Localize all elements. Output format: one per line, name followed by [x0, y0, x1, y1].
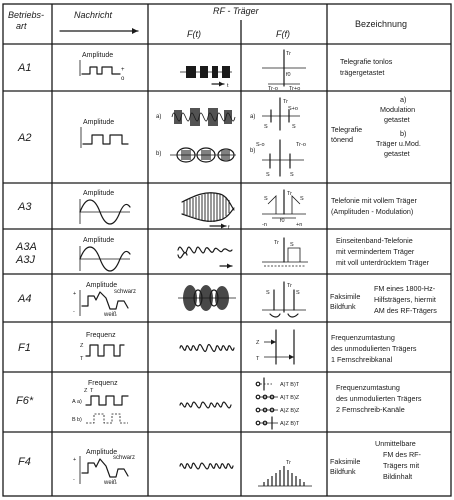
desc-a4-1: FM eines 1800-Hz-: [374, 284, 436, 293]
msg-label-f1: Frequenz: [86, 332, 116, 339]
desc-a3-2: (Amplituden - Modulation): [331, 207, 414, 216]
desc-a2-left-2: tönend: [331, 135, 353, 144]
svg-text:S: S: [290, 172, 294, 178]
desc-a4-2: Hilfsträgers, hiermit: [374, 295, 436, 304]
desc-f1-3: 1 Fernschreibkanal: [331, 355, 393, 364]
desc-a2-a-1: Modulation: [380, 105, 416, 114]
msg-sub-f4-white: weiß: [104, 480, 117, 486]
desc-a4-left-1: Faksimile: [330, 292, 361, 301]
desc-a2-b-mark: b): [400, 129, 407, 138]
svg-text:Tr: Tr: [287, 283, 292, 289]
desc-a2-b-2: getastet: [384, 149, 410, 158]
svg-text:A)T B)Z: A)T B)Z: [280, 395, 300, 401]
header-nachricht: Nachricht: [74, 10, 113, 20]
svg-text:Tr: Tr: [287, 191, 292, 197]
svg-text:S: S: [266, 172, 270, 178]
desc-f4-left-1: Faksimile: [330, 457, 361, 466]
svg-text:S: S: [266, 290, 270, 296]
msg-keying-a1: [80, 60, 125, 82]
svg-text:Tr-o: Tr-o: [296, 142, 306, 148]
code-f6: F6*: [16, 395, 34, 407]
ft-a1-keyed-carrier: [180, 66, 232, 89]
svg-text:Tr-o: Tr-o: [268, 86, 278, 92]
msg-label-f4: Amplitude: [86, 449, 118, 456]
svg-text:S: S: [264, 196, 268, 202]
ff-f4-spectrum: [258, 460, 312, 486]
svg-text:Tr: Tr: [274, 240, 279, 246]
svg-text:A: A: [72, 399, 76, 405]
ft-f4-fm: [180, 463, 233, 469]
svg-text:a): a): [77, 399, 82, 405]
code-f4: F4: [18, 456, 31, 468]
desc-a2-left-1: Telegrafie: [331, 125, 363, 134]
code-a4: A4: [18, 293, 32, 305]
desc-a4-left-2: Bildfunk: [330, 302, 356, 311]
code-a3a: A3A: [16, 241, 37, 253]
svg-text:b): b): [77, 417, 82, 423]
svg-text:Z: Z: [256, 340, 260, 346]
ff-a2-spectrum: [250, 98, 306, 178]
svg-text:S: S: [296, 290, 300, 296]
ff-f6-spectrum: [256, 378, 300, 429]
desc-a1-2: trägergetastet: [340, 68, 385, 77]
rf-time-column: [156, 66, 236, 469]
msg-label-a3: Amplitude: [83, 190, 115, 197]
rf-spectrum-column: [250, 50, 312, 486]
svg-text:A)Z B)T: A)Z B)T: [280, 421, 300, 427]
ft-a3a-ssb: [178, 247, 232, 268]
msg-sine-a3: [80, 199, 130, 224]
desc-f1-1: Frequenzumtastung: [331, 333, 395, 342]
svg-text:T: T: [90, 388, 94, 394]
ff-f6-row-3: [256, 408, 300, 414]
svg-text:f: f: [228, 225, 230, 231]
desc-a3a-1: Einseitenband-Telefonie: [336, 236, 413, 245]
desc-a2-b-1: Träger u.Mod.: [376, 139, 421, 148]
code-a1: A1: [18, 62, 32, 74]
desc-f4-left-2: Bildfunk: [330, 467, 356, 476]
header-rf-traeger: RF - Träger: [213, 6, 259, 16]
svg-text:T: T: [80, 356, 84, 362]
svg-text:Z: Z: [84, 388, 88, 394]
svg-text:S-o: S-o: [256, 142, 265, 148]
svg-text:+: +: [73, 291, 77, 297]
desc-f4-1: Unmittelbare: [375, 439, 416, 448]
header-betriebsart-2: art: [16, 21, 27, 31]
svg-text:A)T B)T: A)T B)T: [280, 382, 300, 388]
desc-f1-2: des unmodulierten Trägers: [331, 344, 417, 353]
ff-a4-spectrum: [262, 282, 306, 317]
svg-text:S+o: S+o: [288, 106, 298, 112]
message-column: [72, 52, 136, 486]
msg-label-f6: Frequenz: [88, 380, 118, 387]
desc-a3-1: Telefonie mit vollem Träger: [331, 196, 417, 205]
ff-f6-row-4: [256, 417, 300, 429]
description-column: [330, 57, 437, 481]
header-f-t: F(t): [187, 29, 201, 39]
svg-text:a): a): [156, 114, 162, 120]
ft-f1-fsk: [180, 345, 234, 352]
desc-f4-4: Bildinhalt: [383, 472, 413, 481]
mode-codes: [15, 62, 37, 468]
code-a3: A3: [18, 201, 32, 213]
msg-sub-f4-black: schwarz: [113, 455, 136, 461]
header-f-f: F(f): [276, 29, 290, 39]
desc-f6-2: des unmodulierten Trägers: [336, 394, 422, 403]
desc-f4-3: Trägers mit: [383, 461, 420, 470]
desc-f6-3: 2 Fernschreib-Kanäle: [336, 405, 405, 414]
msg-sine-a3a: [80, 246, 130, 271]
code-a2: A2: [18, 132, 32, 144]
svg-text:Tr: Tr: [283, 99, 288, 105]
svg-text:a): a): [250, 114, 256, 120]
svg-text:b): b): [156, 151, 162, 157]
desc-f6-1: Frequenzumtastung: [336, 383, 400, 392]
ff-f1-spectrum: [256, 330, 294, 364]
svg-text:S: S: [300, 196, 304, 202]
ff-a3a-spectrum: [262, 238, 308, 266]
svg-text:T: T: [256, 356, 260, 362]
desc-a3a-3: mit voll unterdrücktem Träger: [336, 258, 430, 267]
svg-text:S: S: [292, 124, 296, 130]
ff-f6-row-1: [256, 378, 300, 390]
header-nachricht-arrow: [60, 28, 138, 34]
svg-text:Tr: Tr: [286, 460, 291, 466]
svg-text:-n: -n: [262, 222, 267, 228]
msg-label-a4: Amplitude: [86, 282, 118, 289]
svg-text:-: -: [73, 309, 75, 315]
svg-text:A)Z B)Z: A)Z B)Z: [280, 408, 300, 414]
msg-label-a3a: Amplitude: [83, 237, 115, 244]
ft-a2-modulated: [156, 108, 236, 162]
msg-fsk-f1: [80, 343, 124, 362]
svg-text:t: t: [227, 83, 229, 89]
ft-a3-am: [182, 193, 234, 231]
svg-text:+: +: [121, 67, 125, 73]
desc-f4-2: FM des RF-: [383, 450, 421, 459]
msg-sub-a4-black: schwarz: [114, 289, 137, 295]
svg-text:S: S: [290, 242, 294, 248]
svg-text:o: o: [121, 76, 125, 82]
svg-text:Z: Z: [80, 343, 84, 349]
svg-text:+n: +n: [296, 222, 303, 228]
msg-label-a2: Amplitude: [83, 119, 115, 126]
header-betriebsart-1: Betriebs-: [8, 10, 45, 20]
msg-sub-a4-white: weiß: [104, 312, 117, 318]
svg-text:+: +: [73, 457, 77, 463]
svg-text:b): b): [250, 148, 256, 154]
ff-a3-spectrum: [262, 190, 306, 228]
table-header: [8, 6, 407, 39]
desc-a2-a-mark: a): [400, 95, 407, 104]
ft-f6-fsk: [180, 402, 231, 408]
msg-label-a1: Amplitude: [82, 52, 114, 59]
svg-text:Tr: Tr: [286, 51, 291, 57]
svg-text:-: -: [73, 477, 75, 483]
msg-keying-a2: [81, 127, 128, 148]
desc-a3a-2: mit vermindertem Träger: [336, 247, 415, 256]
svg-text:Tr+o: Tr+o: [289, 86, 301, 92]
desc-a2-a-2: getastet: [384, 115, 410, 124]
ft-a4-fax-am: [178, 285, 236, 311]
ff-a1-spectrum: [262, 50, 306, 92]
svg-text:f0: f0: [280, 218, 285, 224]
header-bezeichnung: Bezeichnung: [355, 19, 408, 29]
svg-text:f0: f0: [286, 72, 291, 78]
desc-a1-1: Telegrafie tonlos: [340, 57, 393, 66]
msg-fsk-f6: [72, 388, 128, 423]
desc-a4-3: AM des RF-Trägers: [374, 306, 437, 315]
svg-text:S: S: [264, 124, 268, 130]
code-a3j: A3J: [16, 254, 35, 266]
code-f1: F1: [18, 342, 31, 354]
ff-f6-row-2: [256, 395, 300, 401]
svg-text:B: B: [72, 417, 76, 423]
